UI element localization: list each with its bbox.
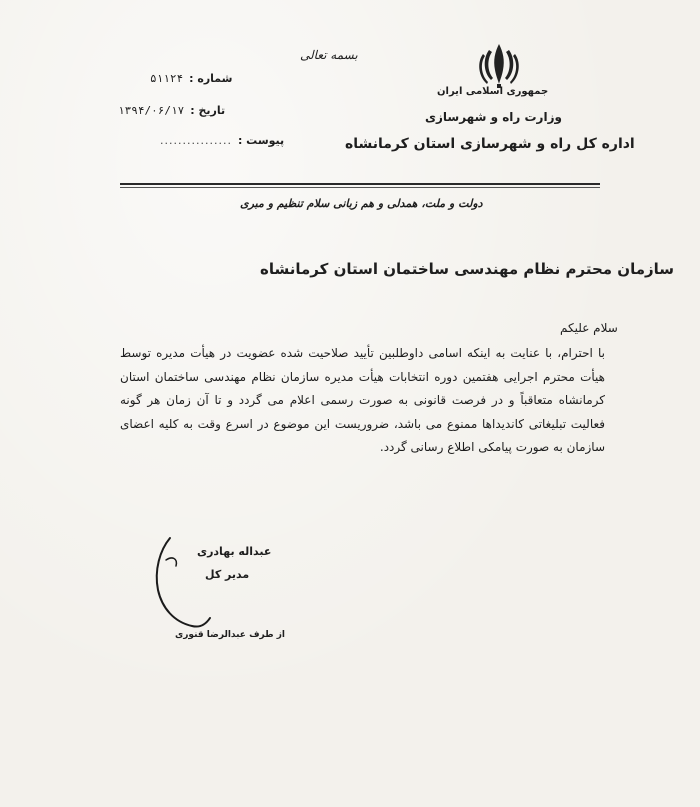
office-name: اداره کل راه و شهرسازی استان کرمانشاه [345,136,635,152]
date-value: ۱۳۹۴/۰۶/۱۷ [118,104,185,117]
number-value: ۵۱۱۲۴ [150,72,184,85]
letter-body: با احترام، با عنایت به اینکه اسامی داوطلبین تأیید صلاحیت شده عضویت در هیأت مدیره توسط هیأت محترم اجرایی هفتمین دوره انتخابات هیأت مدیره سازمان نظام مهندسی ساختمان استان کرمانشاه متعاقباً و در فرصت قانونی به صورت رسمی اعلام می گردد و تا آن زمان هر گونه فعالیت تبلیغاتی کاندیداها ممنوع می باشد، ضروریست این موضوع در اسرع وقت به کلیه اعضای سازمان به صورت پیامکی اطلاع رسانی گردد. [120,346,605,454]
slogan-text: دولت و ملت، همدلی و هم زبانی سلام تنظیم و مبری [240,197,483,210]
on-behalf-note: از طرف عبدالرضا قنوری [175,630,285,640]
attachment-label: پیوست : [237,134,285,147]
header-divider [120,183,600,185]
basmala-text: بسمه تعالی [300,48,358,62]
attachment-value: ................ [160,134,232,147]
salutation-text: سلام علیکم [560,321,618,335]
ministry-name: وزارت راه و شهرسازی [425,110,562,124]
iran-emblem-icon [475,40,523,90]
letter-number [150,72,233,85]
letter-attachment [160,134,284,147]
date-label: تاریخ : [190,104,226,117]
header-divider-thin [120,187,600,188]
republic-name: جمهوری اسلامی ایران [437,86,549,97]
signatory-title: مدیر کل [205,568,250,581]
number-label: شماره : [189,72,233,85]
signatory-name: عبداله بهادری [197,545,272,558]
letter-date [118,104,225,117]
recipient-heading: سازمان محترم نظام مهندسی ساختمان استان کرمانشاه [260,260,675,278]
